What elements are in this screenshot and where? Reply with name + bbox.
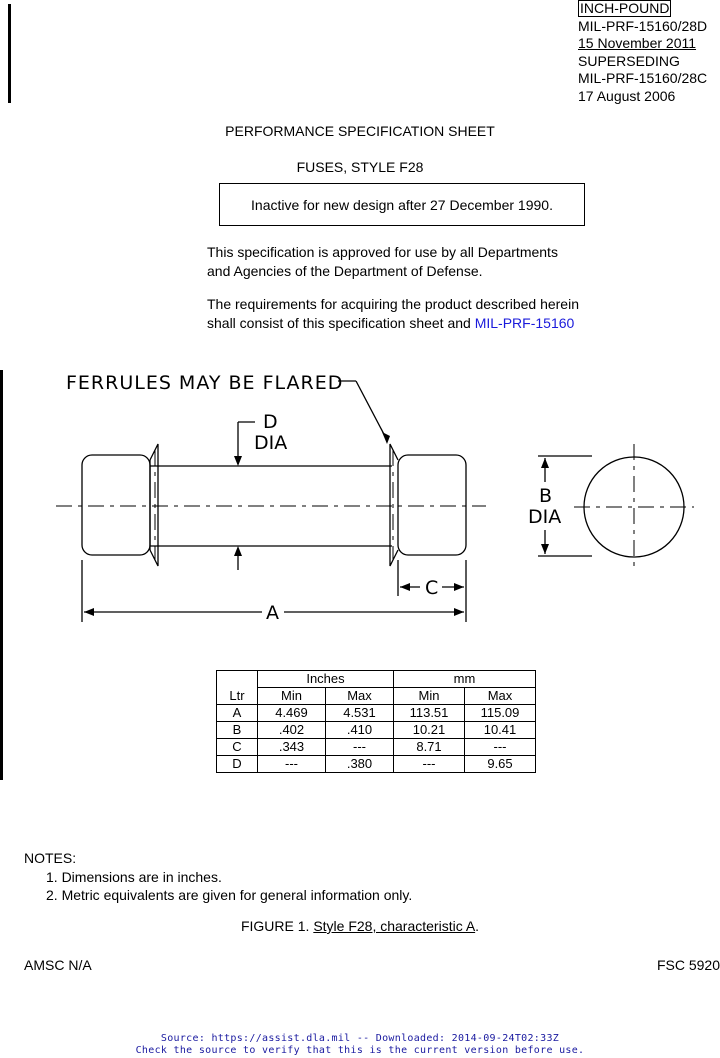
amsc-label: AMSC N/A (24, 957, 92, 973)
inches-header: Inches (258, 671, 394, 688)
fsc-label: FSC 5920 (656, 957, 720, 973)
table-row (217, 722, 536, 739)
row-in-min: .343 (258, 739, 326, 756)
mm-max-header: Max (465, 688, 536, 705)
row-ltr: B (217, 722, 258, 739)
d-dia-label: DIA (254, 432, 288, 454)
note-item: 1. Dimensions are in inches. (46, 868, 222, 885)
row-in-max: .410 (326, 722, 394, 739)
approval-line-2: and Agencies of the Department of Defense. (207, 262, 483, 279)
row-in-min: 4.469 (258, 705, 326, 722)
table-row (217, 705, 536, 722)
approval-line-1: This specification is approved for use by all Departments (207, 244, 558, 260)
requirements-paragraph (207, 295, 579, 332)
a-label: A (266, 602, 279, 624)
notes-section (24, 849, 412, 905)
requirements-line-1: The requirements for acquiring the product described herein (207, 296, 579, 312)
row-mm-max: --- (465, 739, 536, 756)
change-bar-top (8, 4, 11, 103)
document-header (578, 0, 707, 106)
note-item: 2. Metric equivalents are given for general information only. (46, 887, 413, 903)
source-line-2: Check the source to verify that this is the current version before use. (135, 1045, 585, 1056)
requirements-line-2: shall consist of this specification sheet and (207, 314, 475, 331)
right-ferrule (398, 455, 466, 555)
row-mm-max: 115.09 (465, 705, 536, 722)
row-mm-min: 10.21 (394, 722, 465, 739)
row-ltr: C (217, 739, 258, 756)
dimensions-table (216, 670, 536, 773)
table-row (217, 756, 536, 773)
inactive-notice: Inactive for new design after 27 December 1990. (219, 183, 585, 226)
inches-min-header: Min (258, 688, 326, 705)
page-subtitle: FUSES, STYLE F28 (296, 159, 424, 175)
figure-prefix: FIGURE 1. (240, 918, 314, 934)
figure-caption (0, 918, 720, 934)
prev-doc-number: MIL-PRF-15160/28C (578, 70, 708, 87)
left-ferrule (82, 455, 150, 555)
figure-title: Style F28, characteristic A (313, 918, 476, 934)
row-in-max: .380 (326, 756, 394, 773)
row-in-min: --- (258, 756, 326, 773)
prev-doc-date: 17 August 2006 (578, 87, 676, 104)
spec-link[interactable]: MIL-PRF-15160 (474, 314, 575, 331)
fuse-drawing (0, 360, 720, 640)
flare-note: FERRULES MAY BE FLARED (66, 372, 344, 394)
row-ltr: A (217, 705, 258, 722)
source-line-1: Source: https://assist.dla.mil -- Downloaded: 2014-09-24T02:33Z (160, 1033, 560, 1044)
d-label: D (263, 411, 278, 433)
superseding-label: SUPERSEDING (578, 52, 680, 69)
ltr-header: Ltr (217, 671, 258, 705)
row-in-max: --- (326, 739, 394, 756)
figure-suffix: . (475, 918, 480, 934)
row-mm-min: 8.71 (394, 739, 465, 756)
doc-date: 15 November 2011 (578, 35, 697, 52)
inches-max-header: Max (326, 688, 394, 705)
mm-header: mm (394, 671, 536, 688)
b-label: B (539, 485, 553, 507)
notes-heading: NOTES: (24, 850, 77, 866)
row-mm-max: 10.41 (465, 722, 536, 739)
row-mm-min: --- (394, 756, 465, 773)
classification-label: INCH-POUND (580, 0, 670, 16)
mm-min-header: Min (394, 688, 465, 705)
row-in-max: 4.531 (326, 705, 394, 722)
approval-paragraph (207, 243, 558, 280)
row-ltr: D (217, 756, 258, 773)
table-row (217, 739, 536, 756)
b-dia-label: DIA (528, 506, 562, 528)
row-in-min: .402 (258, 722, 326, 739)
row-mm-min: 113.51 (394, 705, 465, 722)
c-label: C (425, 577, 439, 599)
page-title: PERFORMANCE SPECIFICATION SHEET (225, 123, 495, 139)
doc-number: MIL-PRF-15160/28D (578, 17, 708, 34)
row-mm-max: 9.65 (465, 756, 536, 773)
